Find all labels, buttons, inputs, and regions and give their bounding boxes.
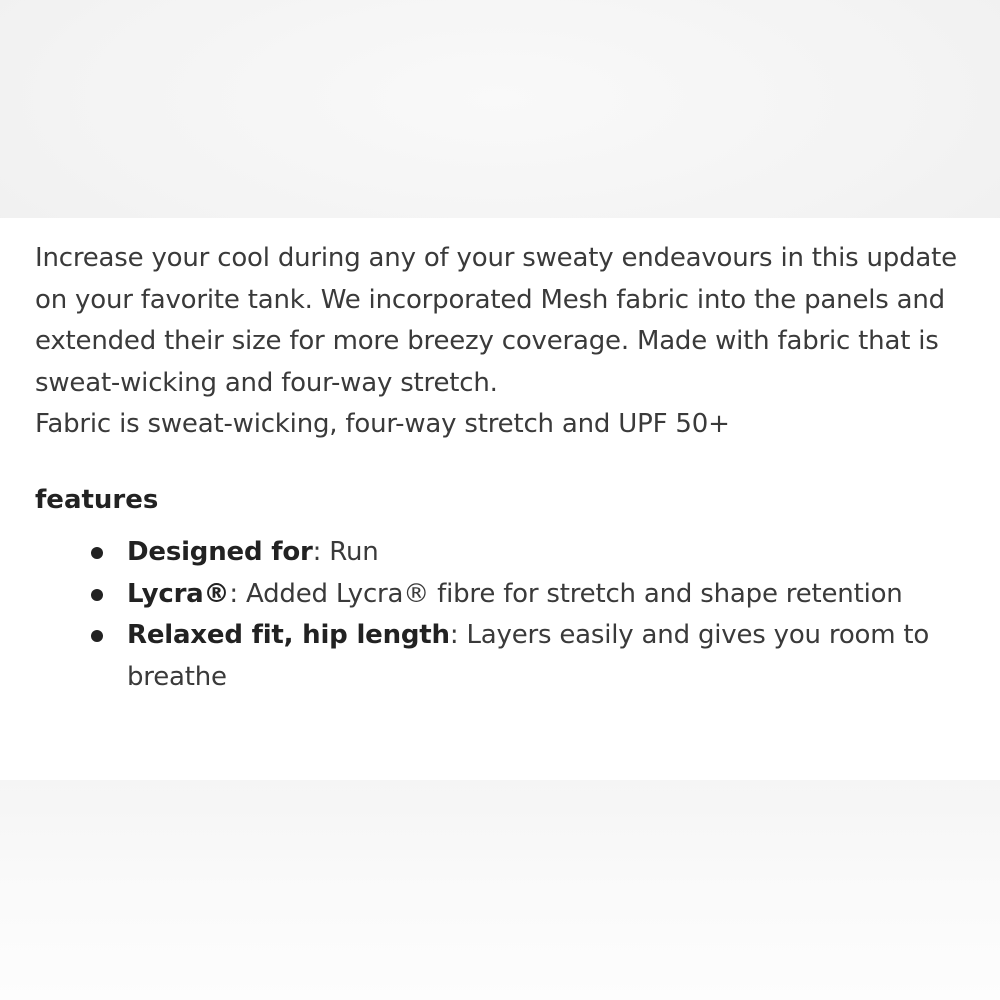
feature-item-designed-for bbox=[35, 532, 955, 574]
bullet-icon bbox=[91, 630, 103, 642]
feature-text: : Added Lycra® fibre for stretch and shape retention bbox=[229, 578, 903, 609]
description-paragraph: Increase your cool during any of your sweaty endeavours in this update on your favorite tank. We incorporated Mesh fabric into the panels and extended their size for more breezy coverage. Made with fabric that is sweat-wicking and four-way stretch. bbox=[35, 243, 957, 398]
feature-item-lycra bbox=[35, 574, 955, 616]
bottom-background-band bbox=[0, 780, 1000, 1000]
features-heading: features bbox=[35, 485, 159, 515]
feature-text: : Run bbox=[312, 537, 379, 567]
top-background-band bbox=[0, 0, 1000, 218]
feature-term: Designed for bbox=[127, 537, 313, 567]
features-list bbox=[35, 532, 955, 698]
fabric-line: Fabric is sweat-wicking, four-way stretch and UPF 50+ bbox=[35, 409, 730, 439]
bullet-icon bbox=[91, 589, 103, 601]
feature-item-relaxed-fit bbox=[35, 615, 955, 698]
product-description-panel bbox=[0, 218, 1000, 780]
feature-text: : Layers easily and gives you room to breathe bbox=[127, 620, 930, 692]
feature-term: Lycra® bbox=[127, 578, 230, 609]
product-description bbox=[35, 238, 965, 446]
bullet-icon bbox=[91, 547, 103, 559]
feature-term: Relaxed fit, hip length bbox=[127, 620, 450, 650]
